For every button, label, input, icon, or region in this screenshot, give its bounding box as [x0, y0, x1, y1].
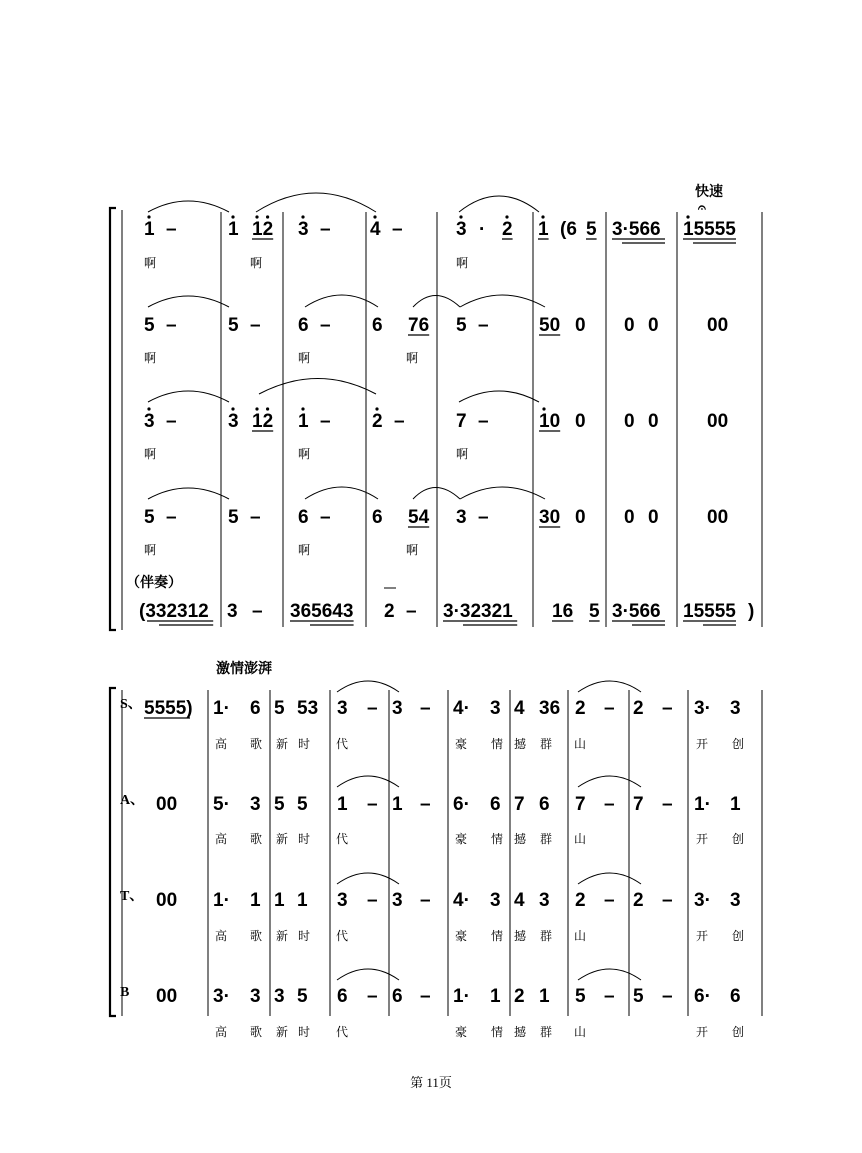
- lyric: 高: [215, 1025, 228, 1039]
- note: –: [367, 794, 378, 815]
- lyric: 啊: [144, 351, 157, 365]
- note: –: [367, 698, 378, 719]
- lyric: 啊: [144, 256, 157, 270]
- note: 3: [539, 890, 550, 911]
- lyric: 情: [491, 832, 504, 846]
- lyric: 豪: [455, 1025, 468, 1039]
- octave-dot: [301, 407, 304, 410]
- note: ·: [479, 219, 486, 240]
- lyric: 新: [276, 832, 289, 846]
- lyric: 代: [336, 737, 349, 751]
- note: 12: [252, 411, 274, 432]
- expression-mark: 激情澎湃: [216, 660, 272, 676]
- octave-dot: [301, 215, 304, 218]
- note: 54: [408, 507, 430, 528]
- octave-dot: [255, 215, 258, 218]
- accompaniment-note: 5: [589, 601, 600, 622]
- note: 36: [539, 698, 561, 719]
- lyric: 时: [298, 1025, 311, 1039]
- accompaniment-note: –: [406, 601, 417, 622]
- note: 1: [298, 411, 309, 432]
- note: 5: [144, 507, 155, 528]
- note: 1·: [453, 986, 470, 1007]
- note: 1: [730, 794, 741, 815]
- note: 5: [228, 315, 239, 336]
- note: 3: [250, 986, 261, 1007]
- note: 7: [514, 794, 525, 815]
- note: 6: [392, 986, 403, 1007]
- lyric: 代: [336, 929, 349, 943]
- note: 5: [633, 986, 644, 1007]
- note: –: [662, 986, 673, 1007]
- note: 3·: [694, 698, 711, 719]
- system2-frame: [110, 681, 762, 1016]
- note: –: [662, 794, 673, 815]
- lyric: 高: [215, 832, 228, 846]
- pickup-notes: 5555): [144, 698, 193, 719]
- note: 1: [250, 890, 261, 911]
- note: 3: [490, 890, 501, 911]
- accompaniment-note: 2: [384, 601, 395, 622]
- note: 6: [730, 986, 741, 1007]
- accompaniment-note: 16: [552, 601, 574, 622]
- note: –: [478, 411, 489, 432]
- note: 5: [456, 315, 467, 336]
- lyric: 歌: [250, 832, 263, 846]
- note: 6: [539, 794, 550, 815]
- accompaniment-note: 365643: [290, 601, 354, 622]
- note: 00: [707, 315, 729, 336]
- note: 6·: [694, 986, 711, 1007]
- lyric: 开: [696, 1025, 709, 1039]
- note: 1: [228, 219, 239, 240]
- note: –: [604, 698, 615, 719]
- note: 2: [633, 698, 644, 719]
- note: 7: [456, 411, 467, 432]
- accompaniment-label: （伴奏）: [126, 574, 182, 590]
- pickup-notes: 00: [156, 986, 178, 1007]
- note: 50: [539, 315, 561, 336]
- note: 1: [144, 219, 155, 240]
- note: 76: [408, 315, 430, 336]
- page-number: 第 11页: [410, 1075, 452, 1090]
- lyric: 啊: [298, 447, 311, 461]
- note: 5: [228, 507, 239, 528]
- note: 0: [648, 411, 659, 432]
- lyric: 撼: [514, 1025, 527, 1039]
- note: 30: [539, 507, 561, 528]
- note: –: [420, 698, 431, 719]
- note: 6·: [453, 794, 470, 815]
- lyric: 豪: [455, 929, 468, 943]
- note: 5: [297, 794, 308, 815]
- note: –: [320, 411, 331, 432]
- lyric: 情: [491, 1025, 504, 1039]
- note: –: [166, 411, 177, 432]
- lyric: 啊: [298, 543, 311, 557]
- note: –: [320, 507, 331, 528]
- lyric: 群: [540, 1025, 553, 1039]
- note: 0: [624, 507, 635, 528]
- note: –: [166, 219, 177, 240]
- octave-dot: [231, 407, 234, 410]
- note: 0: [648, 315, 659, 336]
- note: 4: [370, 219, 381, 240]
- lyric: 时: [298, 737, 311, 751]
- note: –: [604, 890, 615, 911]
- note: 5: [297, 986, 308, 1007]
- note: 6: [490, 794, 501, 815]
- octave-dot: [375, 407, 378, 410]
- note: (6: [560, 219, 577, 240]
- note: 53: [297, 698, 319, 719]
- note: –: [420, 794, 431, 815]
- note: –: [320, 219, 331, 240]
- note: 3: [456, 507, 467, 528]
- note: 3: [392, 698, 403, 719]
- note: 00: [707, 507, 729, 528]
- note: 3: [456, 219, 467, 240]
- note: 2: [575, 890, 586, 911]
- note: –: [250, 507, 261, 528]
- lyric: 山: [574, 929, 587, 943]
- lyric: 高: [215, 929, 228, 943]
- note: 2: [575, 698, 586, 719]
- lyric: 新: [276, 1025, 289, 1039]
- note: 1: [274, 890, 285, 911]
- note: –: [662, 890, 673, 911]
- accompaniment-note: (332312: [139, 601, 209, 622]
- voice-label: A、: [120, 793, 145, 808]
- note: 3: [337, 890, 348, 911]
- octave-dot: [686, 215, 689, 218]
- note: 1·: [213, 890, 230, 911]
- note: 3·: [213, 986, 230, 1007]
- note: 0: [575, 507, 586, 528]
- lyric: 山: [574, 1025, 587, 1039]
- note: –: [420, 986, 431, 1007]
- note: 3: [274, 986, 285, 1007]
- lyric: 情: [491, 929, 504, 943]
- note: 1: [337, 794, 348, 815]
- lyric: 啊: [456, 447, 469, 461]
- lyric: 新: [276, 929, 289, 943]
- octave-dot: [231, 215, 234, 218]
- lyric: 创: [732, 1025, 745, 1039]
- lyric: 啊: [250, 256, 263, 270]
- note: 3: [730, 698, 741, 719]
- note: 6: [298, 507, 309, 528]
- octave-dot: [541, 215, 544, 218]
- note: 4: [514, 890, 525, 911]
- note: 0: [648, 507, 659, 528]
- pickup-notes: 00: [156, 890, 178, 911]
- note: 5: [575, 986, 586, 1007]
- note: –: [166, 507, 177, 528]
- lyric: 新: [276, 737, 289, 751]
- note: 3: [298, 219, 309, 240]
- lyric: 创: [732, 737, 745, 751]
- lyric: 时: [298, 929, 311, 943]
- lyric: 代: [336, 832, 349, 846]
- note: –: [478, 315, 489, 336]
- lyric: 啊: [406, 543, 419, 557]
- lyric: 撼: [514, 832, 527, 846]
- lyric: 群: [540, 832, 553, 846]
- note: 6: [372, 315, 383, 336]
- octave-dot: [147, 215, 150, 218]
- note: 5: [144, 315, 155, 336]
- accompaniment-note: –: [252, 601, 263, 622]
- note: –: [420, 890, 431, 911]
- note: 1: [538, 219, 549, 240]
- note: 6: [298, 315, 309, 336]
- lyric: 啊: [144, 447, 157, 461]
- accompaniment-note: 3: [227, 601, 238, 622]
- note: 5: [274, 794, 285, 815]
- lyric: 创: [732, 832, 745, 846]
- note: 4·: [453, 698, 470, 719]
- lyric: 豪: [455, 737, 468, 751]
- note: 1: [490, 986, 501, 1007]
- note: 7: [633, 794, 644, 815]
- note: –: [320, 315, 331, 336]
- note: 6: [337, 986, 348, 1007]
- note: 1: [297, 890, 308, 911]
- lyric: 山: [574, 832, 587, 846]
- note: 1: [392, 794, 403, 815]
- lyric: 歌: [250, 929, 263, 943]
- octave-dot: [373, 215, 376, 218]
- pickup-notes: 00: [156, 794, 178, 815]
- lyric: 啊: [144, 543, 157, 557]
- octave-dot: [255, 407, 258, 410]
- lyric: 高: [215, 737, 228, 751]
- lyric: 歌: [250, 737, 263, 751]
- note: 1·: [694, 794, 711, 815]
- octave-dot: [266, 407, 269, 410]
- note: 3: [337, 698, 348, 719]
- note: 3: [730, 890, 741, 911]
- lyric: 开: [696, 832, 709, 846]
- note: 4: [514, 698, 525, 719]
- note: –: [392, 219, 403, 240]
- note: 3·566: [612, 219, 661, 240]
- note: 1·: [213, 698, 230, 719]
- note: 5·: [213, 794, 230, 815]
- voice-label: S、: [120, 697, 142, 712]
- lyric: 歌: [250, 1025, 263, 1039]
- note: 00: [707, 411, 729, 432]
- octave-dot: [459, 215, 462, 218]
- note: 3: [392, 890, 403, 911]
- note: 2: [372, 411, 383, 432]
- note: 3: [490, 698, 501, 719]
- note: 2: [502, 219, 513, 240]
- note: 0: [624, 411, 635, 432]
- note: –: [604, 794, 615, 815]
- note: –: [166, 315, 177, 336]
- lyric: 啊: [406, 351, 419, 365]
- note: 10: [539, 411, 561, 432]
- lyric: 豪: [455, 832, 468, 846]
- lyric: 啊: [456, 256, 469, 270]
- accompaniment-note: 15555: [683, 601, 736, 622]
- note: 2: [514, 986, 525, 1007]
- note: –: [250, 315, 261, 336]
- accompaniment-note: ): [748, 601, 755, 622]
- lyric: 开: [696, 737, 709, 751]
- tempo-mark: 快速: [695, 183, 723, 199]
- octave-dot: [147, 407, 150, 410]
- note: 0: [575, 315, 586, 336]
- note: 3: [144, 411, 155, 432]
- lyric: 群: [540, 929, 553, 943]
- fermata-mark: 𝄐: [698, 201, 706, 216]
- lyric: 群: [540, 737, 553, 751]
- voice-label: B: [120, 985, 130, 1000]
- lyric: 开: [696, 929, 709, 943]
- note: –: [604, 986, 615, 1007]
- note: 7: [575, 794, 586, 815]
- note: –: [662, 698, 673, 719]
- note: 1: [539, 986, 550, 1007]
- octave-dot: [266, 215, 269, 218]
- lyric: 啊: [298, 351, 311, 365]
- note: 0: [624, 315, 635, 336]
- note: 3: [228, 411, 239, 432]
- note: 3: [250, 794, 261, 815]
- note: –: [394, 411, 405, 432]
- accompaniment-note: 3·32321: [443, 601, 513, 622]
- lyric: 情: [491, 737, 504, 751]
- note: –: [367, 890, 378, 911]
- lyric: 山: [574, 737, 587, 751]
- note: 4·: [453, 890, 470, 911]
- note: –: [478, 507, 489, 528]
- lyric: 时: [298, 832, 311, 846]
- note: 0: [575, 411, 586, 432]
- lyric: 代: [336, 1025, 349, 1039]
- accompaniment-note: 3·566: [612, 601, 661, 622]
- note: 3·: [694, 890, 711, 911]
- note: 12: [252, 219, 274, 240]
- octave-dot: [505, 215, 508, 218]
- note: –: [367, 986, 378, 1007]
- voice-label: T、: [120, 889, 144, 904]
- note: 6: [372, 507, 383, 528]
- system1-frame: [110, 193, 762, 630]
- note: 5: [586, 219, 597, 240]
- lyric: 撼: [514, 737, 527, 751]
- note: 2: [633, 890, 644, 911]
- note: 5: [274, 698, 285, 719]
- note: 6: [250, 698, 261, 719]
- lyric: 撼: [514, 929, 527, 943]
- octave-dot: [542, 407, 545, 410]
- lyric: 创: [732, 929, 745, 943]
- note: 15555: [683, 219, 736, 240]
